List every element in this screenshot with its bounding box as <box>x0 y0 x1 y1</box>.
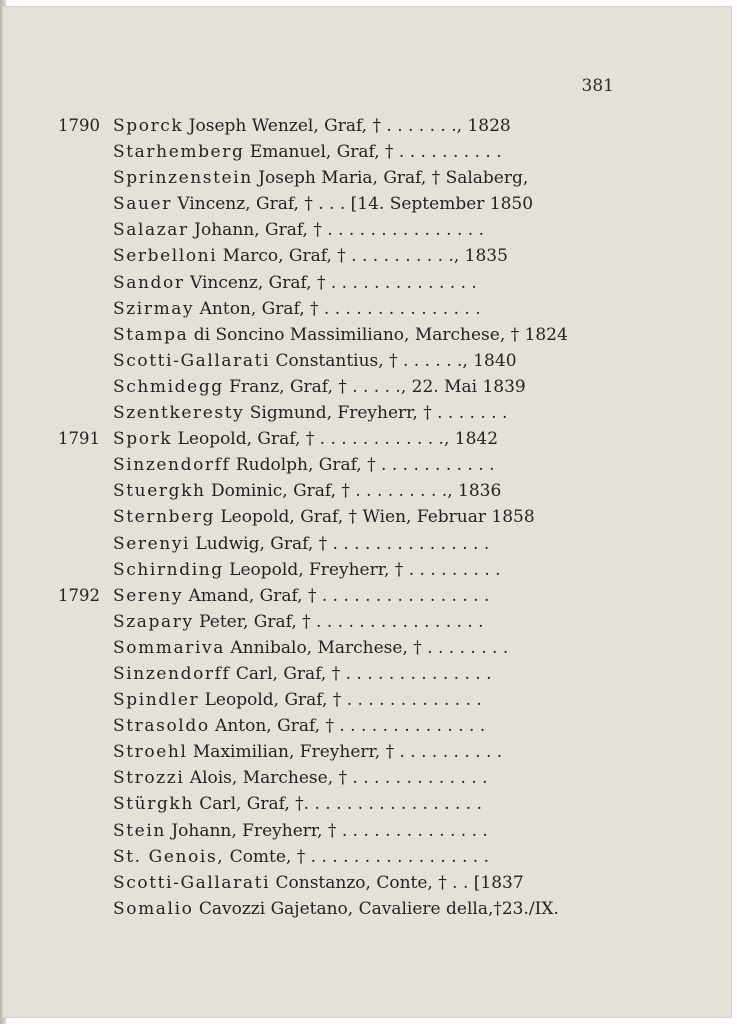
list-item <box>0 844 742 870</box>
entry-text <box>113 713 613 739</box>
entry-details: Franz, Graf, † . . . . ., 22. Mai 1839 <box>223 376 526 397</box>
entry-surname: Sinzendorff <box>113 663 231 684</box>
entry-details: Sigmund, Freyherr, † . . . . . . . <box>244 403 508 424</box>
entry-details: Vincenz, Graf, † . . . . . . . . . . . . . . <box>184 272 477 293</box>
entry-text <box>113 322 613 348</box>
entry-surname: Sprinzenstein <box>113 168 253 189</box>
entry-text <box>113 661 613 687</box>
list-item <box>0 713 742 739</box>
list-item <box>0 870 742 896</box>
list-item <box>0 609 742 635</box>
entry-surname: Strozzi <box>113 768 185 789</box>
entry-details: Rudolph, Graf, † . . . . . . . . . . . <box>230 455 495 476</box>
entry-surname: Szapary <box>113 611 194 632</box>
list-item <box>0 791 742 817</box>
entry-text <box>113 426 613 452</box>
list-item <box>0 243 742 269</box>
list-item <box>0 191 742 217</box>
entry-details: Joseph Wenzel, Graf, † . . . . . . ., 1828 <box>183 116 511 136</box>
entry-text <box>113 635 613 661</box>
entry-surname: Stampa <box>113 324 189 345</box>
entry-details: Constanzo, Conte, † . . [1837 <box>270 872 524 893</box>
list-item <box>0 504 742 530</box>
list-item <box>0 426 742 452</box>
entry-text <box>113 531 613 557</box>
list-item <box>0 531 742 557</box>
entry-text <box>113 818 613 844</box>
entry-surname: Stuergkh <box>113 481 206 502</box>
list-item <box>0 452 742 478</box>
entry-surname: Stroehl <box>113 742 188 763</box>
entry-details: Carl, Graf, † . . . . . . . . . . . . . . <box>230 663 492 684</box>
list-item <box>0 113 742 139</box>
entry-text <box>113 217 613 243</box>
list-item <box>0 661 742 687</box>
entry-surname: Schmidegg <box>113 376 224 397</box>
list-item <box>0 296 742 322</box>
list-item <box>0 765 742 791</box>
entry-details: Alois, Marchese, † . . . . . . . . . . . . . <box>184 768 488 789</box>
entry-surname: Stein <box>113 820 166 841</box>
entry-surname: Starhemberg <box>113 142 245 163</box>
entry-year: 1790 <box>58 116 100 135</box>
entry-details: Anton, Graf, † . . . . . . . . . . . . . . . <box>194 298 481 319</box>
entry-details: Emanuel, Graf, † . . . . . . . . . . <box>244 142 502 163</box>
list-item <box>0 687 742 713</box>
entry-surname: Sommariva <box>113 637 225 658</box>
entry-year: 1791 <box>58 429 100 449</box>
entry-details: Cavozzi Gajetano, Cavaliere della,†23./IX. <box>193 898 559 919</box>
entry-year: 1792 <box>58 585 100 605</box>
entry-surname: Salazar <box>113 220 189 241</box>
entry-details: Johann, Graf, † . . . . . . . . . . . . . . . <box>188 220 484 241</box>
entry-surname: Sporck <box>113 116 184 136</box>
entry-text <box>113 870 613 896</box>
entry-surname: Szentkeresty <box>113 403 245 424</box>
entry-surname: Szirmay <box>113 298 195 319</box>
entry-text <box>113 374 613 400</box>
entry-text <box>113 583 613 609</box>
entry-surname: Serenyi <box>113 533 191 554</box>
entry-surname: Sereny <box>113 585 184 606</box>
entry-text <box>113 113 613 139</box>
list-item <box>0 635 742 661</box>
entry-text <box>113 896 613 922</box>
list-item <box>0 270 742 296</box>
entry-details: Comte, † . . . . . . . . . . . . . . . . . <box>224 846 489 867</box>
entry-details: Carl, Graf, †. . . . . . . . . . . . . . . . . <box>193 794 482 815</box>
entry-details: Constantius, † . . . . . ., 1840 <box>270 350 517 371</box>
entry-surname: Sternberg <box>113 507 215 528</box>
entry-surname: Scotti-Gallarati <box>113 350 271 371</box>
entry-surname: Sinzendorff <box>113 455 231 476</box>
entry-details: Amand, Graf, † . . . . . . . . . . . . . . . . <box>183 585 490 606</box>
entry-text <box>113 400 613 426</box>
page-number: 381 <box>581 76 614 96</box>
entry-text <box>113 557 613 583</box>
list-item <box>0 139 742 165</box>
entry-text <box>113 139 613 165</box>
entry-text <box>113 452 613 478</box>
entry-details: Dominic, Graf, † . . . . . . . . ., 1836 <box>205 481 502 502</box>
entry-surname: Spindler <box>113 690 200 711</box>
entry-surname: Schirnding <box>113 559 224 580</box>
entry-surname: Sandor <box>113 272 185 293</box>
entry-details: Anton, Graf, † . . . . . . . . . . . . . . <box>209 716 486 737</box>
list-item <box>0 217 742 243</box>
entry-details: Leopold, Graf, † Wien, Februar 1858 <box>214 507 535 528</box>
entry-surname: Sauer <box>113 194 172 215</box>
entry-details: Leopold, Graf, † . . . . . . . . . . . . . <box>199 690 482 711</box>
entry-details: Maximilian, Freyherr, † . . . . . . . . . . <box>187 742 503 763</box>
entry-text <box>113 504 613 530</box>
list-item <box>0 400 742 426</box>
entry-details: Joseph Maria, Graf, † Salaberg, <box>252 168 529 189</box>
entry-text <box>113 191 613 217</box>
entry-text <box>113 609 613 635</box>
entry-text <box>113 348 613 374</box>
list-item <box>0 478 742 504</box>
entry-text <box>113 478 613 504</box>
entry-details: Johann, Freyherr, † . . . . . . . . . . . . . . <box>165 820 488 841</box>
entry-details: Leopold, Freyherr, † . . . . . . . . . <box>223 559 501 580</box>
list-item <box>0 348 742 374</box>
entry-text <box>113 739 613 765</box>
list-item <box>0 165 742 191</box>
list-item <box>0 374 742 400</box>
entry-surname: Spork <box>113 429 173 450</box>
entry-surname: Serbelloni <box>113 246 218 267</box>
entry-text <box>113 270 613 296</box>
entry-surname: Somalio <box>113 898 194 919</box>
list-item <box>0 557 742 583</box>
entry-surname: Scotti-Gallarati <box>113 872 271 893</box>
entry-list <box>0 113 742 922</box>
entry-details: di Soncino Massimiliano, Marchese, † 1824 <box>188 324 568 345</box>
entry-details: Marco, Graf, † . . . . . . . . . ., 1835 <box>217 246 508 267</box>
entry-details: Vincenz, Graf, † . . . [14. September 1850 <box>171 194 534 215</box>
list-item <box>0 583 742 609</box>
entry-details: Leopold, Graf, † . . . . . . . . . . . ., 1842 <box>172 429 499 450</box>
entry-surname: Strasoldo <box>113 716 210 737</box>
list-item <box>0 818 742 844</box>
entry-details: Ludwig, Graf, † . . . . . . . . . . . . . . . <box>190 533 490 554</box>
entry-text <box>113 296 613 322</box>
entry-surname: St. Genois, <box>113 846 225 867</box>
list-item <box>0 322 742 348</box>
entry-text <box>113 791 613 817</box>
list-item <box>0 896 742 922</box>
entry-details: Peter, Graf, † . . . . . . . . . . . . . . . . <box>193 611 484 632</box>
entry-text <box>113 243 613 269</box>
list-item <box>0 739 742 765</box>
entry-text <box>113 765 613 791</box>
entry-text <box>113 844 613 870</box>
entry-text <box>113 165 613 191</box>
entry-text <box>113 687 613 713</box>
entry-surname: Stürgkh <box>113 794 194 815</box>
entry-details: Annibalo, Marchese, † . . . . . . . . <box>224 637 509 658</box>
